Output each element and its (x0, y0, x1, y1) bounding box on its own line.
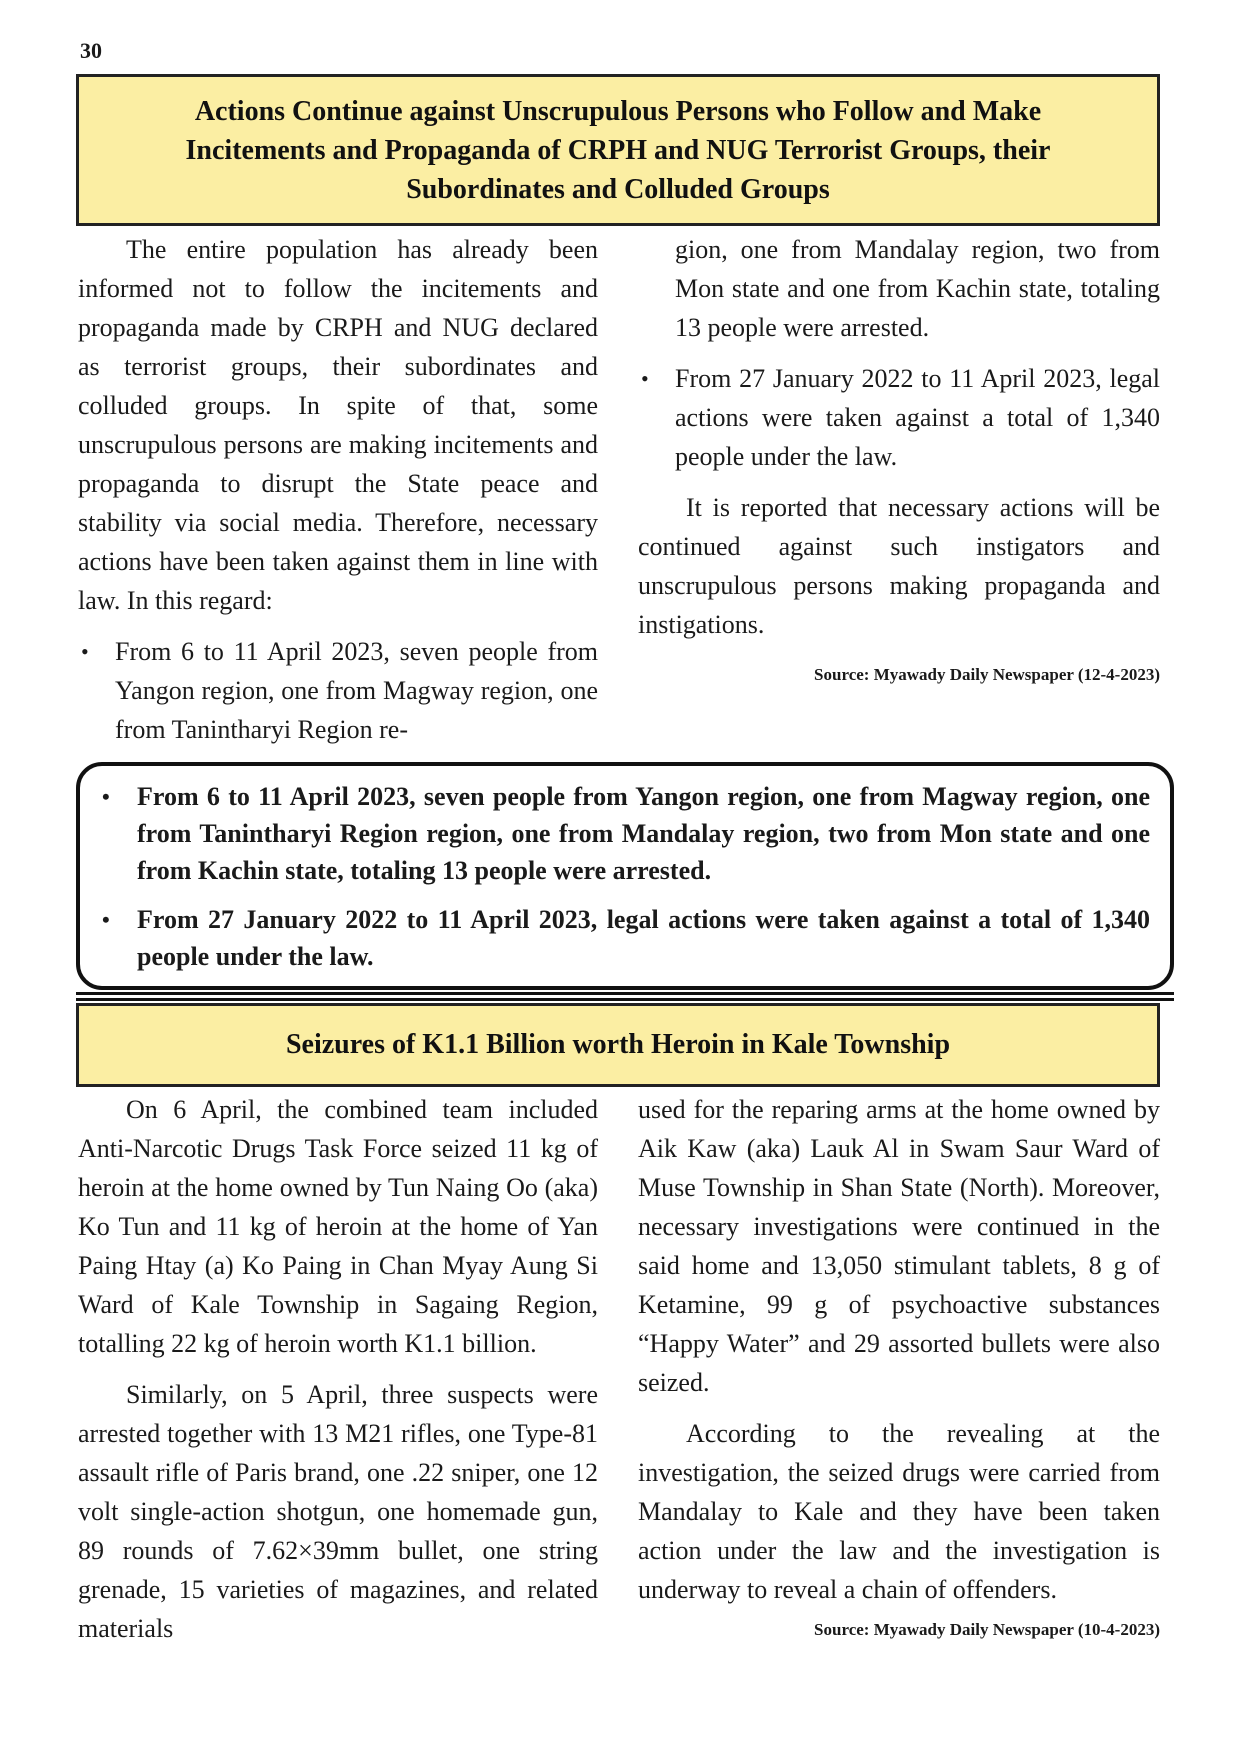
article1-intro: The entire population has already been informed not to follow the incitements and propaganda made by CRPH and NUG declared as terrorist groups, their subordinates and colluded groups. In spite of that, some unscrupulous persons are making incitements and propaganda to disrupt the State peace and stability via social media. Therefore, necessary actions have been taken against them in line with law. In this regard: (78, 235, 598, 615)
article1-bullet-2: • From 27 January 2022 to 11 April 2023, legal actions were taken against a total of 1,340 people under the law. (638, 359, 1160, 476)
article2-right-column (638, 1090, 1160, 1609)
article1-title (76, 74, 1160, 226)
page-number: 30 (80, 38, 102, 63)
article2-para2-end: used for the reparing arms at the home owned by Aik Kaw (aka) Lauk Al in Swam Saur Ward of Muse Township in Shan State (North). Moreover, necessary investigations were continued in the said home and 13,050 stimulant tablets, 8 g of Ketamine, 99 g of psychoactive substances “Happy Water” and 29 assorted bullets were also seized. (638, 1095, 1160, 1397)
article1-bullet-1-end: gion, one from Mandalay region, two from Mon state and one from Kachin state, totaling 13 people were arrested. (675, 235, 1160, 342)
article1-closing: It is reported that necessary actions will be continued against such instigators and unscrupulous persons making propaganda and instigations. (638, 493, 1160, 639)
article1-title-line: Subordinates and Colluded Groups (406, 173, 830, 205)
article2-para3: According to the revealing at the investigation, the seized drugs were carried from Mandalay to Kale and they have been taken action under the law and the investigation is underway to reveal a chain of offenders. (638, 1419, 1160, 1604)
article1-title-line: Incitements and Propaganda of CRPH and NUG Terrorist Groups, their (185, 134, 1051, 166)
summary-item: • From 6 to 11 April 2023, seven people from Yangon region, one from Magway region, one from Tanintharyi Region region, one from Mandalay region, two from Mon state and one from Kachin state, totaling 13 people were arrested. (94, 778, 1150, 889)
summary-list (94, 778, 1150, 975)
article1-source: Source: Myawady Daily Newspaper (12-4-2023) (814, 665, 1160, 684)
summary-item: • From 27 January 2022 to 11 April 2023, legal actions were taken against a total of 1,340 people under the law. (94, 901, 1150, 975)
divider (76, 992, 1174, 995)
article1-bullet-list-a (78, 632, 598, 749)
summary-box (76, 762, 1174, 990)
article1-bullet-1-start: • From 6 to 11 April 2023, seven people from Yangon region, one from Magway region, one from Tanintharyi Region re- (78, 632, 598, 749)
article2-title: Seizures of K1.1 Billion worth Heroin in Kale Township (76, 1003, 1160, 1087)
article2-source: Source: Myawady Daily Newspaper (10-4-2023) (814, 1620, 1160, 1639)
article1-left-column (78, 230, 598, 749)
article1-right-column (638, 230, 1160, 644)
article2-left-column (78, 1090, 598, 1648)
divider (76, 998, 1174, 1001)
article2-para2-start: Similarly, on 5 April, three suspects were arrested together with 13 M21 rifles, one Type-81 assault rifle of Paris brand, one .22 sniper, one 12 volt single-action shotgun, one homemade gun, 89 rounds of 7.62×39mm bullet, one string grenade, 15 varieties of magazines, and related materials (78, 1380, 598, 1643)
article1-title-line: Actions Continue against Unscrupulous Persons who Follow and Make (194, 95, 1042, 127)
article1-bullet-list-b (638, 230, 1160, 476)
article2-para1: On 6 April, the combined team included Anti-Narcotic Drugs Task Force seized 11 kg of heroin at the home owned by Tun Naing Oo (aka) Ko Tun and 11 kg of heroin at the home of Yan Paing Htay (a) Ko Paing in Chan Myay Aung Si Ward of Kale Township in Sagaing Region, totalling 22 kg of heroin worth K1.1 billion. (78, 1095, 598, 1358)
